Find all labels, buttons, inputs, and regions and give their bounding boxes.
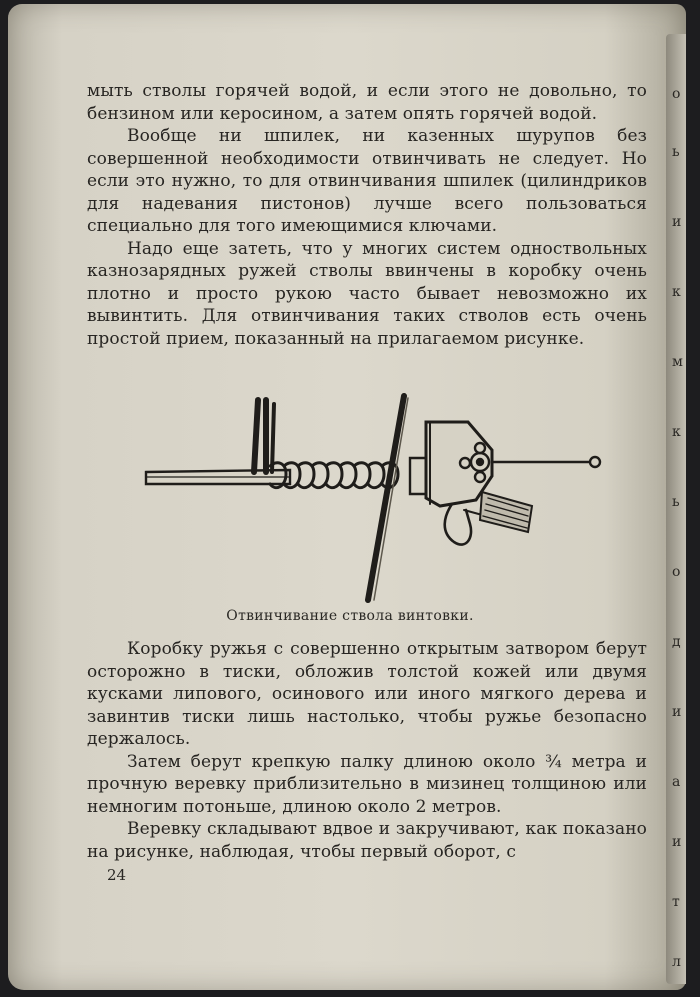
paragraph: Коробку ружья с совершенно открытым затвором берут осторожно в тиски, обложив толстой кожей или двумя кусками липового, осинового или иного мягкого дерева и завинтив тиски лишь настолько, чтобы ружье безопасно держалось. (87, 639, 647, 749)
next-page-letter: л (672, 954, 681, 970)
next-page-letter: ь (672, 144, 680, 160)
next-page-letter: к (672, 424, 681, 440)
next-page-letter: о (672, 86, 681, 102)
next-page-letter: ь (672, 494, 680, 510)
next-page-letter: и (672, 834, 682, 850)
next-page-letter: м (672, 354, 683, 370)
next-page-letter: о (672, 564, 681, 580)
text-block-top (87, 80, 647, 350)
paragraph: Затем берут крепкую палку длиною около ¾ метра и прочную веревку приблизительно в мизинец толщиною или немногим потоньше, длиною около 2 метров. (87, 751, 647, 817)
paragraph: мыть стволы горячей водой, и если этого не довольно, то бензином или керосином, а затем опять горячей водой. (87, 81, 647, 124)
next-page-letter: а (672, 774, 681, 790)
next-page-letter: и (672, 704, 682, 720)
next-page-letter: д (672, 634, 681, 650)
page-number: 24 (107, 866, 127, 884)
next-page-letter: и (672, 214, 682, 230)
next-page-edge (666, 34, 686, 984)
next-page-letter: к (672, 284, 681, 300)
figure-caption: Отвинчивание ствола винтовки. (226, 608, 474, 624)
paragraph: Вообще ни шпилек, ни казенных шурупов без совершенной необходимости отвинчивать не следует. Но если это нужно, то для отвинчивания шпилек (цилиндриков для надевания пистонов) лучше всего пользоваться специально для того имеющимися ключами. (87, 126, 647, 236)
next-page-letter: т (672, 894, 680, 910)
paragraph: Надо еще затеть, что у многих систем одноствольных казнозарядных ружей стволы ввинчены в коробку очень плотно и просто рукою часто бывает невозможно их вывинтить. Для отвинчивания таких стволов есть очень простой прием, показанный на прилагаемом рисунке. (87, 238, 647, 349)
paragraph: Веревку складывают вдвое и закручивают, как показано на рисунке, наблюдая, чтобы первый оборот, с (87, 819, 647, 862)
text-block-bottom (87, 638, 647, 863)
barrel-unscrewing-illustration (140, 392, 610, 607)
